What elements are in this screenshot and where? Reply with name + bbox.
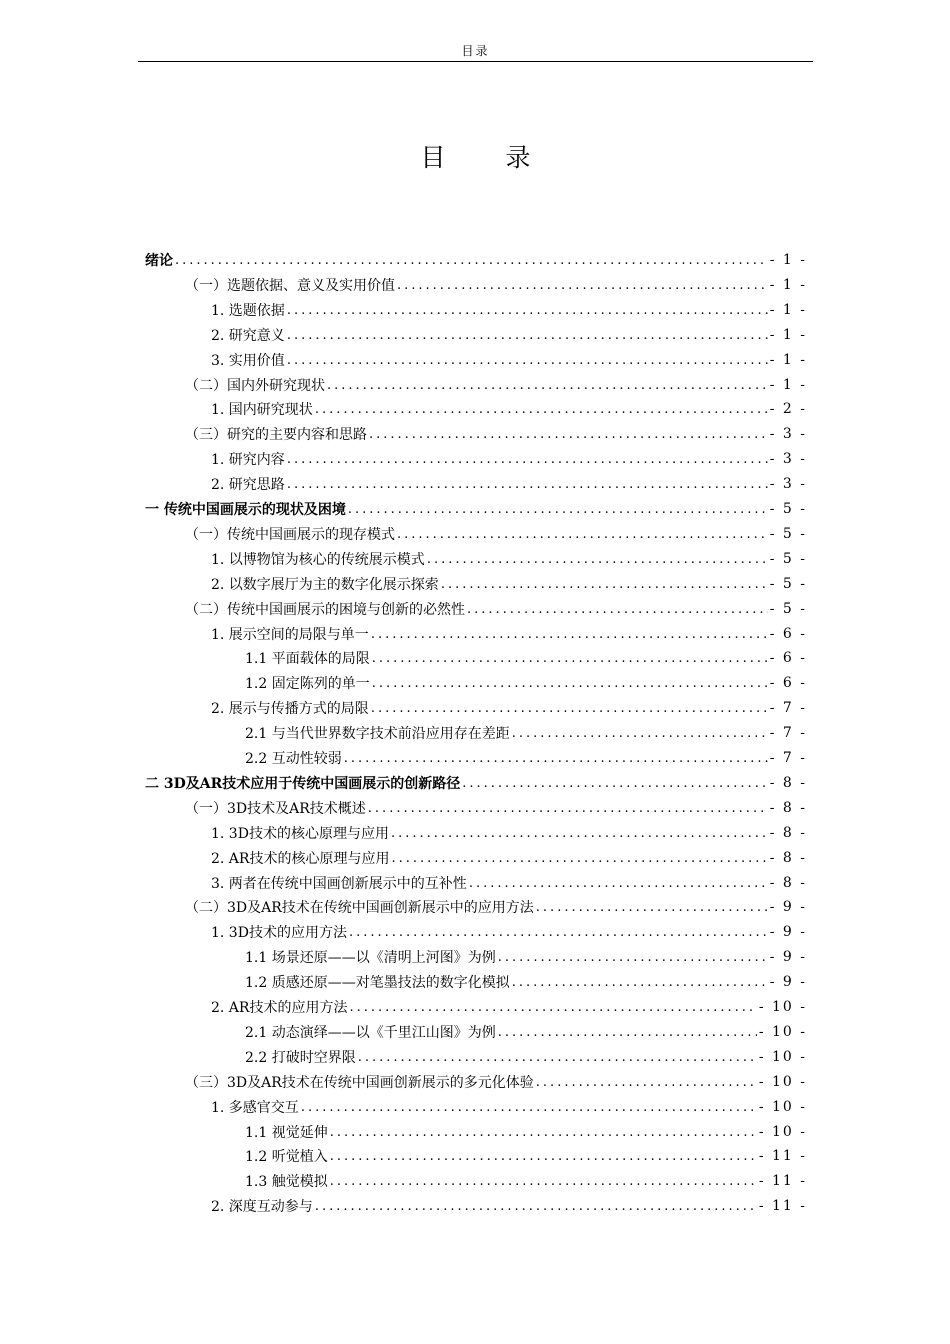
toc-entry[interactable] <box>211 472 807 496</box>
toc-entry-label: 1.3 触觉模拟 <box>245 1174 328 1190</box>
toc-entry-label: 1. 3D技术的核心原理与应用 <box>211 826 389 842</box>
toc-entry-label: （三）3D及AR技术在传统中国画创新展示的多元化体验 <box>185 1075 534 1091</box>
toc-dot-leader <box>391 826 768 841</box>
toc-dot-leader <box>315 1199 757 1214</box>
toc-dot-leader <box>369 427 768 442</box>
toc-entry[interactable] <box>185 597 807 621</box>
toc-entry-page-number: - 8 - <box>769 825 807 841</box>
toc-dot-leader <box>301 1100 757 1115</box>
toc-entry-label: 2.2 打破时空界限 <box>245 1050 356 1066</box>
toc-entry[interactable] <box>185 422 807 446</box>
toc-entry[interactable] <box>245 1045 807 1069</box>
toc-entry[interactable] <box>211 298 807 322</box>
toc-entry[interactable] <box>211 696 807 720</box>
toc-entry-label: 2. 以数字展厅为主的数字化展示探索 <box>211 577 439 593</box>
toc-dot-leader <box>175 253 768 268</box>
toc-entry-page-number: - 3 - <box>769 451 807 467</box>
toc-entry-page-number: - 5 - <box>769 526 807 542</box>
toc-dot-leader <box>467 602 768 617</box>
toc-entry-page-number: - 1 - <box>769 377 807 393</box>
toc-entry[interactable] <box>245 1120 807 1144</box>
toc-dot-leader <box>427 552 768 567</box>
toc-entry-page-number: - 11 - <box>758 1173 807 1189</box>
toc-entry[interactable] <box>211 447 807 471</box>
toc-entry-page-number: - 9 - <box>769 924 807 940</box>
toc-entry-page-number: - 1 - <box>769 352 807 368</box>
toc-entry-label: 1. 展示空间的局限与单一 <box>211 627 369 643</box>
toc-dot-leader <box>536 1075 757 1090</box>
toc-entry-page-number: - 7 - <box>769 725 807 741</box>
toc-entry-page-number: - 3 - <box>769 426 807 442</box>
toc-entry-label: 1. 多感官交互 <box>211 1100 299 1116</box>
toc-entry-page-number: - 1 - <box>769 302 807 318</box>
toc-entry-page-number: - 5 - <box>769 551 807 567</box>
toc-dot-leader <box>371 701 768 716</box>
toc-entry[interactable] <box>211 821 807 845</box>
toc-entry[interactable] <box>211 1095 807 1119</box>
toc-entry-page-number: - 8 - <box>769 800 807 816</box>
toc-entry-label: 1. 选题依据 <box>211 303 285 319</box>
toc-entry-label: （二）3D及AR技术在传统中国画创新展示中的应用方法 <box>185 900 534 916</box>
toc-entry-page-number: - 9 - <box>769 899 807 915</box>
toc-entry-page-number: - 5 - <box>769 576 807 592</box>
toc-dot-leader <box>536 900 768 915</box>
toc-entry[interactable] <box>145 248 807 272</box>
toc-entry-page-number: - 11 - <box>758 1198 807 1214</box>
toc-dot-leader <box>469 876 768 891</box>
toc-entry-page-number: - 5 - <box>769 601 807 617</box>
toc-entry-page-number: - 10 - <box>758 1024 807 1040</box>
toc-entry-page-number: - 8 - <box>769 875 807 891</box>
toc-dot-leader <box>368 801 768 816</box>
toc-entry-page-number: - 11 - <box>758 1148 807 1164</box>
toc-dot-leader <box>372 676 768 691</box>
toc-entry-label: 1.2 质感还原——对笔墨技法的数字化模拟 <box>245 975 510 991</box>
toc-entry[interactable] <box>211 323 807 347</box>
toc-entry[interactable] <box>145 497 807 521</box>
header-rule <box>138 61 813 62</box>
toc-entry-label: 一 传统中国画展示的现状及困境 <box>145 502 346 518</box>
toc-entry[interactable] <box>211 1194 807 1218</box>
toc-entry-label: 1. 3D技术的应用方法 <box>211 925 347 941</box>
page-title: 目 录 <box>420 143 557 172</box>
toc-dot-leader <box>287 452 768 467</box>
toc-entry[interactable] <box>211 572 807 596</box>
toc-entry-page-number: - 5 - <box>769 501 807 517</box>
toc-dot-leader <box>462 776 767 791</box>
toc-entry-label: 3. 两者在传统中国画创新展示中的互补性 <box>211 876 467 892</box>
toc-dot-leader <box>287 353 768 368</box>
toc-dot-leader <box>371 627 768 642</box>
toc-entry-label: 1. 国内研究现状 <box>211 402 313 418</box>
toc-dot-leader <box>349 925 768 940</box>
toc-dot-leader <box>327 378 768 393</box>
toc-dot-leader <box>344 751 768 766</box>
toc-dot-leader <box>358 1050 757 1065</box>
toc-dot-leader <box>397 527 768 542</box>
toc-entry-label: 2. 深度互动参与 <box>211 1199 313 1215</box>
toc-entry-label: 二 3D及AR技术应用于传统中国画展示的创新路径 <box>145 776 461 792</box>
toc-entry[interactable] <box>245 721 807 745</box>
toc-entry-label: 1. 以博物馆为核心的传统展示模式 <box>211 552 425 568</box>
toc-entry-page-number: - 10 - <box>758 1049 807 1065</box>
toc-dot-leader <box>391 851 767 866</box>
toc-entry-page-number: - 6 - <box>769 626 807 642</box>
toc-dot-leader <box>441 577 768 592</box>
toc-dot-leader <box>287 328 768 343</box>
toc-entry-label: 1.1 视觉延伸 <box>245 1125 328 1141</box>
toc-entry-page-number: - 7 - <box>769 750 807 766</box>
toc-entry-label: 3. 实用价值 <box>211 353 285 369</box>
toc-dot-leader <box>349 1000 756 1015</box>
toc-entry[interactable] <box>245 646 807 670</box>
toc-entry-page-number: - 8 - <box>769 775 807 791</box>
toc-entry-page-number: - 9 - <box>769 949 807 965</box>
toc-entry[interactable] <box>185 373 807 397</box>
toc-entry-page-number: - 10 - <box>758 1124 807 1140</box>
toc-entry-label: 2.1 与当代世界数字技术前沿应用存在差距 <box>245 726 510 742</box>
toc-entry-page-number: - 10 - <box>758 1074 807 1090</box>
toc-entry[interactable] <box>211 871 807 895</box>
toc-dot-leader <box>372 651 768 666</box>
toc-entry[interactable] <box>211 622 807 646</box>
toc-entry[interactable] <box>211 547 807 571</box>
toc-entry-page-number: - 1 - <box>769 277 807 293</box>
toc-entry-label: 1.2 固定陈列的单一 <box>245 676 370 692</box>
toc-entry-page-number: - 3 - <box>769 476 807 492</box>
toc-entry-label: （一）选题依据、意义及实用价值 <box>185 278 395 294</box>
toc-entry-page-number: - 10 - <box>758 1099 807 1115</box>
toc-entry-page-number: - 6 - <box>769 675 807 691</box>
toc-entry-page-number: - 9 - <box>769 974 807 990</box>
toc-entry[interactable] <box>211 920 807 944</box>
toc-entry-page-number: - 10 - <box>758 999 807 1015</box>
toc-entry[interactable] <box>245 1144 807 1168</box>
toc-entry-page-number: - 2 - <box>769 401 807 417</box>
toc-entry[interactable] <box>185 895 807 919</box>
toc-entry[interactable] <box>185 522 807 546</box>
toc-entry-label: （一）3D技术及AR技术概述 <box>185 801 366 817</box>
toc-entry-label: 2.2 互动性较弱 <box>245 751 342 767</box>
toc-entry-label: （二）国内外研究现状 <box>185 378 325 394</box>
toc-entry-page-number: - 1 - <box>769 327 807 343</box>
toc-entry-label: 2. 研究思路 <box>211 477 285 493</box>
toc-entry[interactable] <box>245 671 807 695</box>
toc-entry[interactable] <box>185 796 807 820</box>
toc-entry[interactable] <box>145 771 807 795</box>
toc-dot-leader <box>397 278 768 293</box>
toc-entry[interactable] <box>211 995 807 1019</box>
toc-entry[interactable] <box>185 1070 807 1094</box>
toc-dot-leader <box>330 1174 757 1189</box>
toc-entry[interactable] <box>245 1169 807 1193</box>
toc-dot-leader <box>330 1149 757 1164</box>
toc-entry-page-number: - 7 - <box>769 700 807 716</box>
toc-entry-page-number: - 8 - <box>769 850 807 866</box>
toc-entry-label: （二）传统中国画展示的困境与创新的必然性 <box>185 602 465 618</box>
running-header: 目录 <box>461 44 490 58</box>
toc-entry[interactable] <box>245 945 807 969</box>
toc-dot-leader <box>348 502 768 517</box>
toc-dot-leader <box>287 303 768 318</box>
toc-dot-leader <box>287 477 768 492</box>
toc-dot-leader <box>498 1025 757 1040</box>
toc-entry-label: （三）研究的主要内容和思路 <box>185 427 367 443</box>
toc-dot-leader <box>330 1125 757 1140</box>
toc-dot-leader <box>315 402 768 417</box>
toc-entry-label: 2.1 动态演绎——以《千里江山图》为例 <box>245 1025 496 1041</box>
toc-entry-label: 绪论 <box>145 253 173 269</box>
toc-entry[interactable] <box>245 746 807 770</box>
toc-entry-label: 1.1 场景还原——以《清明上河图》为例 <box>245 950 496 966</box>
toc-entry-label: 1.2 听觉植入 <box>245 1149 328 1165</box>
toc-entry-label: （一）传统中国画展示的现存模式 <box>185 527 395 543</box>
toc-entry[interactable] <box>185 273 807 297</box>
toc-entry[interactable] <box>211 348 807 372</box>
toc-entry-label: 2. AR技术的应用方法 <box>211 1000 348 1016</box>
toc-dot-leader <box>512 975 768 990</box>
toc-entry-page-number: - 1 - <box>769 252 807 268</box>
toc-dot-leader <box>512 726 768 741</box>
toc-entry-label: 1. 研究内容 <box>211 452 285 468</box>
toc-entry-label: 2. AR技术的核心原理与应用 <box>211 851 390 867</box>
toc-entry-label: 2. 研究意义 <box>211 328 285 344</box>
toc-dot-leader <box>498 950 768 965</box>
toc-entry[interactable] <box>211 846 807 870</box>
toc-entry[interactable] <box>245 1020 807 1044</box>
toc-entry-page-number: - 6 - <box>769 650 807 666</box>
toc-entry[interactable] <box>211 397 807 421</box>
toc-entry-label: 1.1 平面载体的局限 <box>245 651 370 667</box>
toc-entry-label: 2. 展示与传播方式的局限 <box>211 701 369 717</box>
toc-entry[interactable] <box>245 970 807 994</box>
